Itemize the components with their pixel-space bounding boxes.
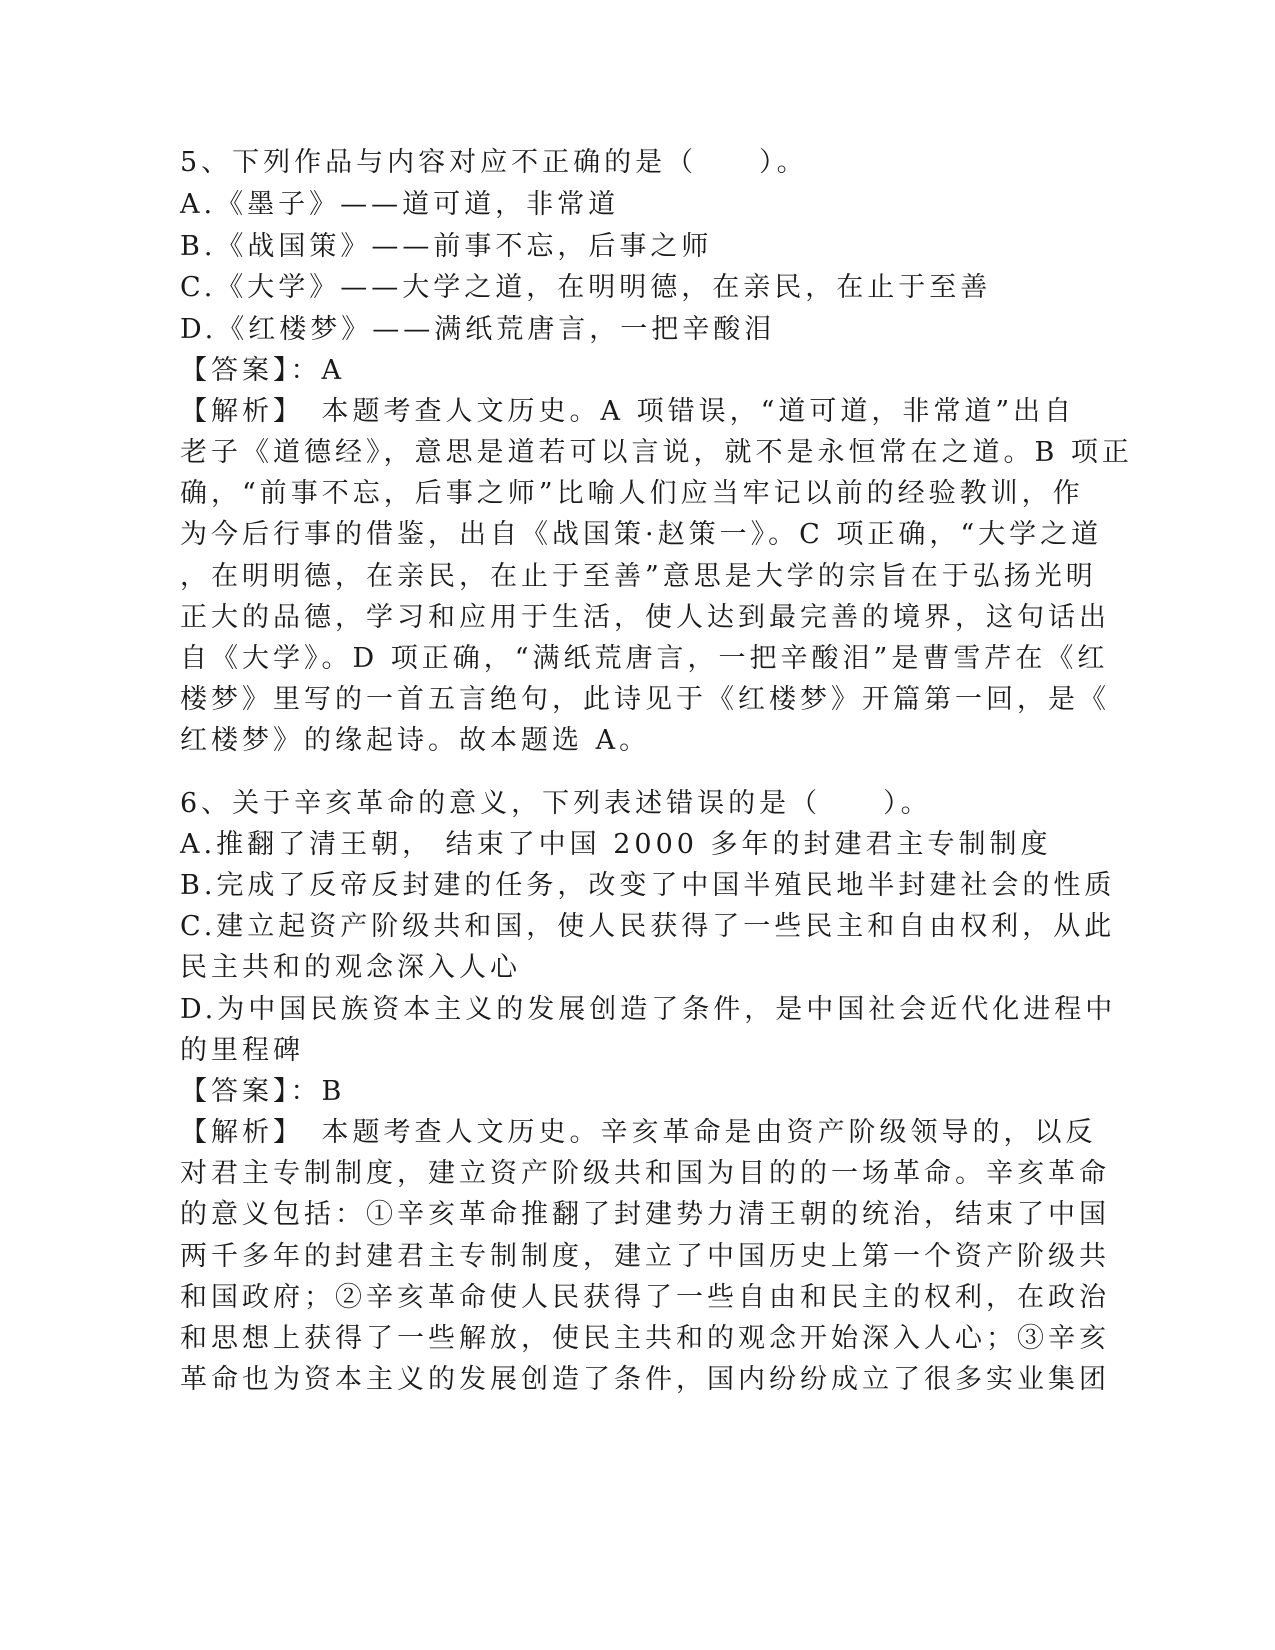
q5-explanation-line: ，在明明德，在亲民，在止于至善”意思是大学的宗旨在于弘扬光明 xyxy=(180,561,1097,592)
q5-explanation-line: 红楼梦》的缘起诗。故本题选 A。 xyxy=(180,725,651,756)
q5-explanation-line: 自《大学》。D 项正确，“满纸荒唐言，一把辛酸泪”是曹雪芹在《红 xyxy=(180,643,1109,674)
q5-explanation-line: 正大的品德，学习和应用于生活，使人达到最完善的境界，这句话出 xyxy=(180,602,1110,633)
q6-option-c-continued: 民主共和的观念深入人心 xyxy=(180,952,521,983)
q6-explanation-line: 【解析】 本题考查人文历史。辛亥革命是由资产阶级领导的，以反 xyxy=(180,1117,1097,1148)
q5-option-c: C.《大学》——大学之道，在明明德，在亲民，在止于至善 xyxy=(180,272,992,303)
q5-answer: 【答案】：A xyxy=(180,355,345,386)
q5-option-d: D.《红楼梦》——满纸荒唐言，一把辛酸泪 xyxy=(180,314,776,345)
q5-option-b: B.《战国策》——前事不忘，后事之师 xyxy=(180,231,713,262)
q6-option-d: D.为中国民族资本主义的发展创造了条件，是中国社会近代化进程中 xyxy=(180,994,1117,1025)
q5-explanation-line: 为今后行事的借鉴，出自《战国策·赵策一》。C 项正确，“大学之道 xyxy=(180,519,1103,550)
q5-explanation-line: 楼梦》里写的一首五言绝句，此诗见于《红楼梦》开篇第一回，是《 xyxy=(180,684,1110,715)
q5-question: 5、下列作品与内容对应不正确的是（ ）。 xyxy=(180,147,808,178)
q5-option-a: A.《墨子》——道可道，非常道 xyxy=(180,189,620,220)
q6-explanation-line: 两千多年的封建君主专制制度，建立了中国历史上第一个资产阶级共 xyxy=(180,1241,1110,1272)
q6-option-a: A.推翻了清王朝， 结束了中国 2000 多年的封建君主专制制度 xyxy=(180,829,1052,860)
q6-explanation-line: 对君主专制制度，建立资产阶级共和国为目的的一场革命。辛亥革命 xyxy=(180,1158,1110,1189)
q6-explanation-line: 和国政府；②辛亥革命使人民获得了一些自由和民主的权利，在政治 xyxy=(180,1282,1110,1313)
q6-answer: 【答案】：B xyxy=(180,1076,346,1107)
q5-explanation-line: 确，“前事不忘，后事之师”比喻人们应当牢记以前的经验教训，作 xyxy=(180,478,1084,509)
q6-question: 6、关于辛亥革命的意义，下列表述错误的是（ ）。 xyxy=(180,788,932,819)
q6-option-c: C.建立起资产阶级共和国，使人民获得了一些民主和自由权利，从此 xyxy=(180,911,1116,942)
q6-option-d-continued: 的里程碑 xyxy=(180,1035,304,1066)
q6-explanation-line: 革命也为资本主义的发展创造了条件，国内纷纷成立了很多实业集团 xyxy=(180,1364,1110,1395)
q5-explanation-line: 老子《道德经》，意思是道若可以言说，就不是永恒常在之道。B 项正 xyxy=(180,437,1133,468)
q6-explanation-line: 的意义包括：①辛亥革命推翻了封建势力清王朝的统治，结束了中国 xyxy=(180,1199,1110,1230)
q5-explanation-line: 【解析】 本题考查人文历史。A 项错误，“道可道，非常道”出自 xyxy=(180,396,1076,427)
q6-option-b: B.完成了反帝反封建的任务，改变了中国半殖民地半封建社会的性质 xyxy=(180,870,1116,901)
q6-explanation-line: 和思想上获得了一些解放，使民主共和的观念开始深入人心；③辛亥 xyxy=(180,1323,1110,1354)
